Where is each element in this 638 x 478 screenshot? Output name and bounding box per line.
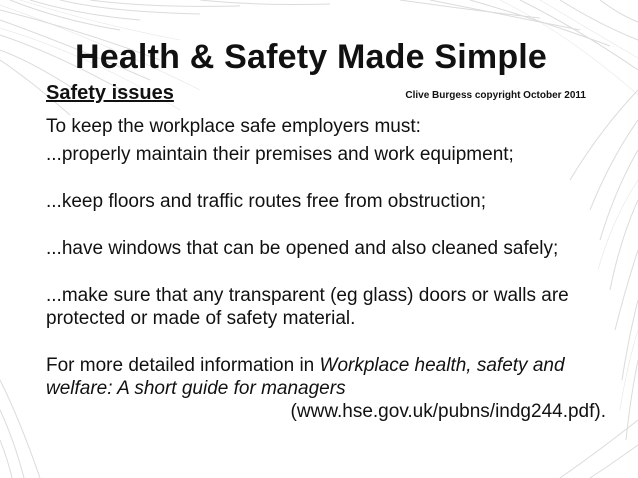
bullet-point-floors: ...keep floors and traffic routes free from obstruction; [46,191,487,212]
copyright-notice: Clive Burgess copyright October 2011 [405,90,586,101]
intro-text: To keep the workplace safe employers must: [46,116,421,137]
bullet-point-premises: ...properly maintain their premises and work equipment; [46,144,514,165]
more-info-lead: For more detailed information in [46,355,320,376]
slide-title: Health & Safety Made Simple [74,38,548,76]
bullet-point-transparent-doors: ...make sure that any transparent (eg glass) doors or walls are protected or made of safety material. [46,285,569,329]
subtitle-row [46,82,586,108]
section-subtitle: Safety issues [46,82,174,104]
publication-title: Workplace health, safety and welfare: A short guide for managers [46,355,565,399]
bullet-point-windows: ...have windows that can be opened and also cleaned safely; [46,238,559,259]
slide-body [46,115,606,423]
more-info-paragraph [46,354,606,423]
publication-url: (www.hse.gov.uk/pubns/indg244.pdf). [290,401,606,422]
